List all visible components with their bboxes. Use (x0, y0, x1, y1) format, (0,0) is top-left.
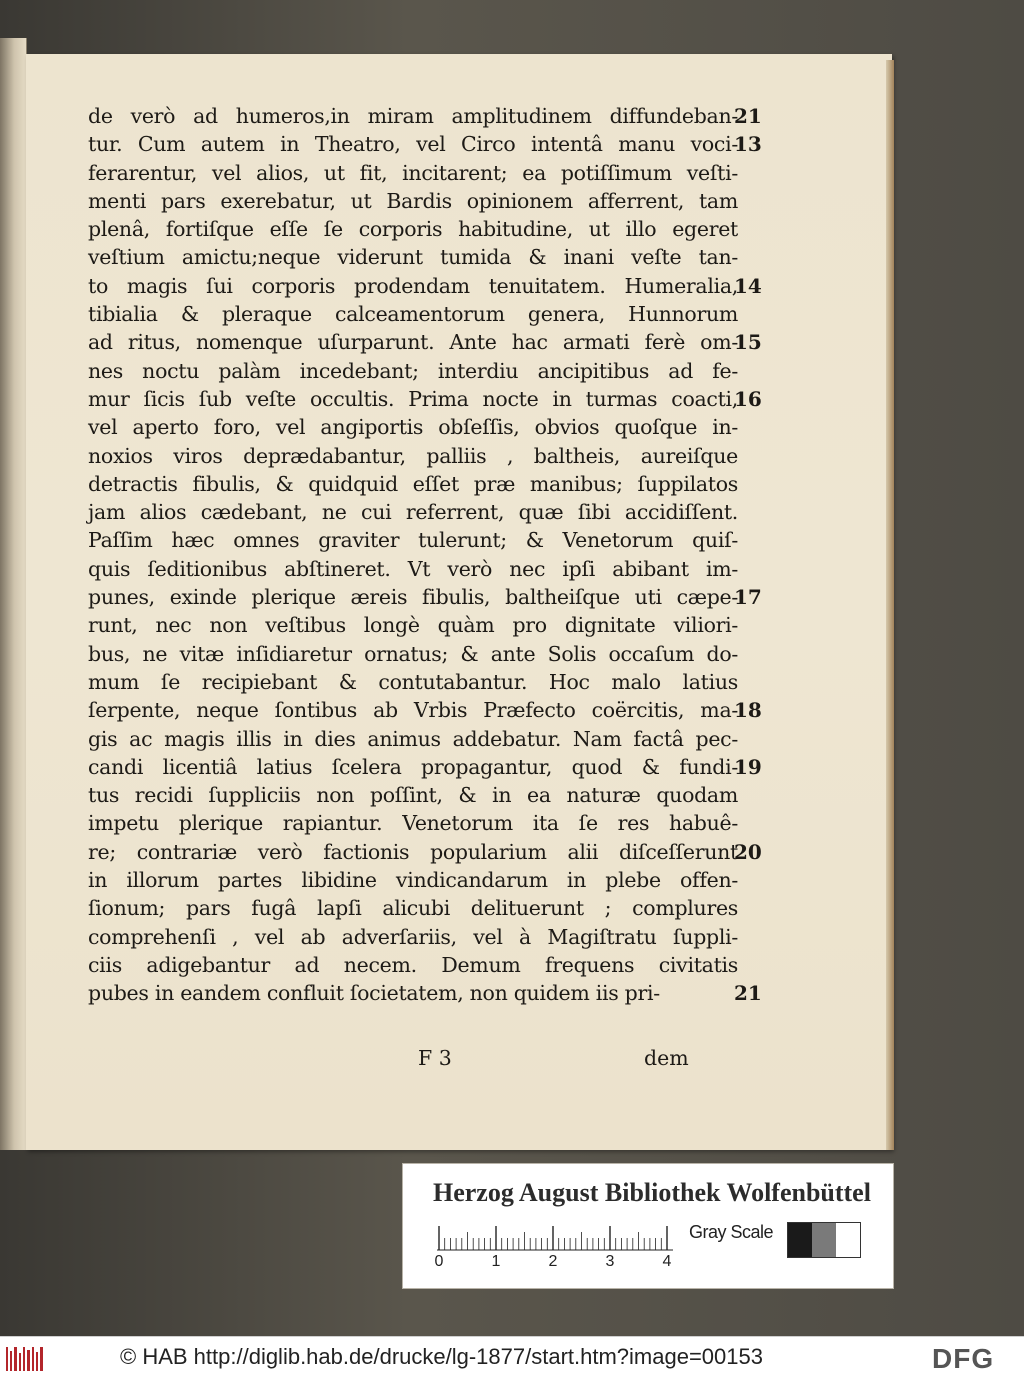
catchword: dem (644, 1046, 689, 1070)
text-line: ferarentur, vel alios, ut fit, incitarent; ea potiſſimum veſti- (88, 160, 738, 185)
page-text-block (88, 102, 738, 1008)
gray-swatch (812, 1223, 836, 1257)
text-line: ciis adigebantur ad necem. Demum frequens civitatis (88, 952, 738, 977)
dfg-logo[interactable]: DFG (932, 1343, 995, 1374)
gray-scale-label: Gray Scale (689, 1222, 774, 1242)
facing-page-edge (0, 38, 27, 1150)
color-calibration-card (402, 1163, 894, 1289)
text-line: gis ac magis illis in dies animus addebatur. Nam factâ pec- (88, 726, 738, 751)
text-line: mum ſe recipiebant & contutabantur. Hoc malo latius (88, 669, 738, 694)
text-line: menti pars exerebatur, ut Bardis opinionem afferrent, tam (88, 188, 738, 213)
text-line: tus recidi ſuppliciis non poſſint, & in ea naturæ quodam (88, 783, 738, 808)
text-line: ſerpente, neque ſontibus ab Vrbis Præfecto coërcitis, ma- (88, 698, 738, 723)
gray-swatch (836, 1223, 860, 1257)
text-line: quis ſeditionibus abſtineret. Vt verò nec ipſi abibant im- (88, 556, 738, 581)
text-line: runt, nec non veſtibus longè quàm pro dignitate viliori- (88, 613, 738, 638)
margin-note-number: 17 (734, 585, 762, 610)
ruler-label: 0 (434, 1253, 444, 1270)
text-line: nes noctu palàm incedebant; interdiu ancipitibus ad fe- (88, 358, 738, 383)
text-line: in illorum partes libidine vindicandarum in plebe offen- (88, 868, 738, 893)
text-line: impetu plerique rapiantur. Venetorum ita ſe res habuê- (88, 811, 738, 836)
margin-note-number: 14 (734, 273, 762, 298)
scale-ruler (434, 1224, 677, 1270)
text-line: pubes in eandem confluit ſocietatem, non quidem iis pri- (88, 981, 660, 1006)
gray-swatch (788, 1223, 812, 1257)
text-line: vel aperto foro, vel angiportis obſeſſis, obvios quoſque in- (88, 415, 738, 440)
margin-note-number: 15 (734, 330, 762, 355)
margin-note-number: 21 (734, 981, 762, 1006)
page-fore-edge (886, 60, 894, 1150)
book-page (26, 54, 892, 1150)
text-line: de verò ad humeros,in miram amplitudinem diffundeban- (88, 104, 738, 128)
margin-note-number: 16 (734, 387, 762, 411)
ruler-label: 1 (491, 1253, 501, 1270)
viewer-bottom-bar (0, 1336, 1024, 1379)
library-name: Herzog August Bibliothek Wolfenbüttel (433, 1178, 871, 1207)
text-line: punes, exinde plerique æreis fibulis, baltheiſque uti cæpe- (88, 585, 738, 610)
margin-note-number: 13 (734, 132, 762, 157)
copyright-url-link[interactable]: © HAB http://diglib.hab.de/drucke/lg-1877/start.htm?image=00153 (120, 1344, 763, 1369)
page-footer-line (88, 1046, 698, 1074)
text-line: noxios viros deprædabantur, palliis , baltheis, aureiſque (88, 443, 738, 468)
signature-mark: F 3 (418, 1046, 452, 1070)
text-line: tibialia & pleraque calceamentorum genera, Hunnorum (88, 302, 738, 327)
text-line: Paſſim hæc omnes graviter tulerunt; & Venetorum quiſ- (88, 528, 738, 553)
hab-barcode-logo-icon[interactable] (6, 1345, 46, 1373)
text-line: re; contrariæ verò factionis popularium alii diſceſſerunt (88, 839, 738, 864)
text-line: ſionum; pars fugâ lapſi alicubi delituerunt ; complures (88, 896, 738, 921)
text-line: tur. Cum autem in Theatro, vel Circo intentâ manu voci- (88, 132, 738, 157)
margin-note-number: 20 (734, 839, 762, 864)
text-line: detractis fibulis, & quidquid eſſet præ manibus; ſuppilatos (88, 471, 738, 496)
text-line: to magis ſui corporis prodendam tenuitatem. Humeralia, (88, 273, 738, 298)
text-line: plenâ, fortiſque eſſe ſe corporis habitudine, ut illo egeret (88, 217, 738, 242)
margin-note-number: 21 (734, 104, 762, 128)
ruler-label: 2 (548, 1253, 558, 1270)
text-line: jam alios cædebant, ne cui referrent, quæ ſibi accidiſſent. (88, 500, 738, 525)
text-line: mur ſicis ſub veſte occultis. Prima nocte in turmas coacti, (88, 386, 738, 411)
text-line: veſtium amictu;neque viderunt tumida & inani veſte tan- (88, 245, 738, 270)
gray-scale-swatches (787, 1222, 861, 1258)
margin-note-number: 19 (734, 754, 762, 779)
margin-note-number: 18 (734, 698, 762, 723)
text-line: ad ritus, nomenque uſurparunt. Ante hac armati ferè om- (88, 330, 738, 355)
text-line: candi licentiâ latius ſcelera propagantur, quod & fundi- (88, 754, 738, 779)
ruler-label: 4 (662, 1253, 672, 1270)
text-line: comprehenſi , vel ab adverſariis, vel à Magiſtratu ſuppli- (88, 924, 738, 949)
text-line: bus, ne vitæ inſidiaretur ornatus; & ante Solis occaſum do- (88, 641, 738, 666)
ruler-label: 3 (605, 1253, 615, 1270)
